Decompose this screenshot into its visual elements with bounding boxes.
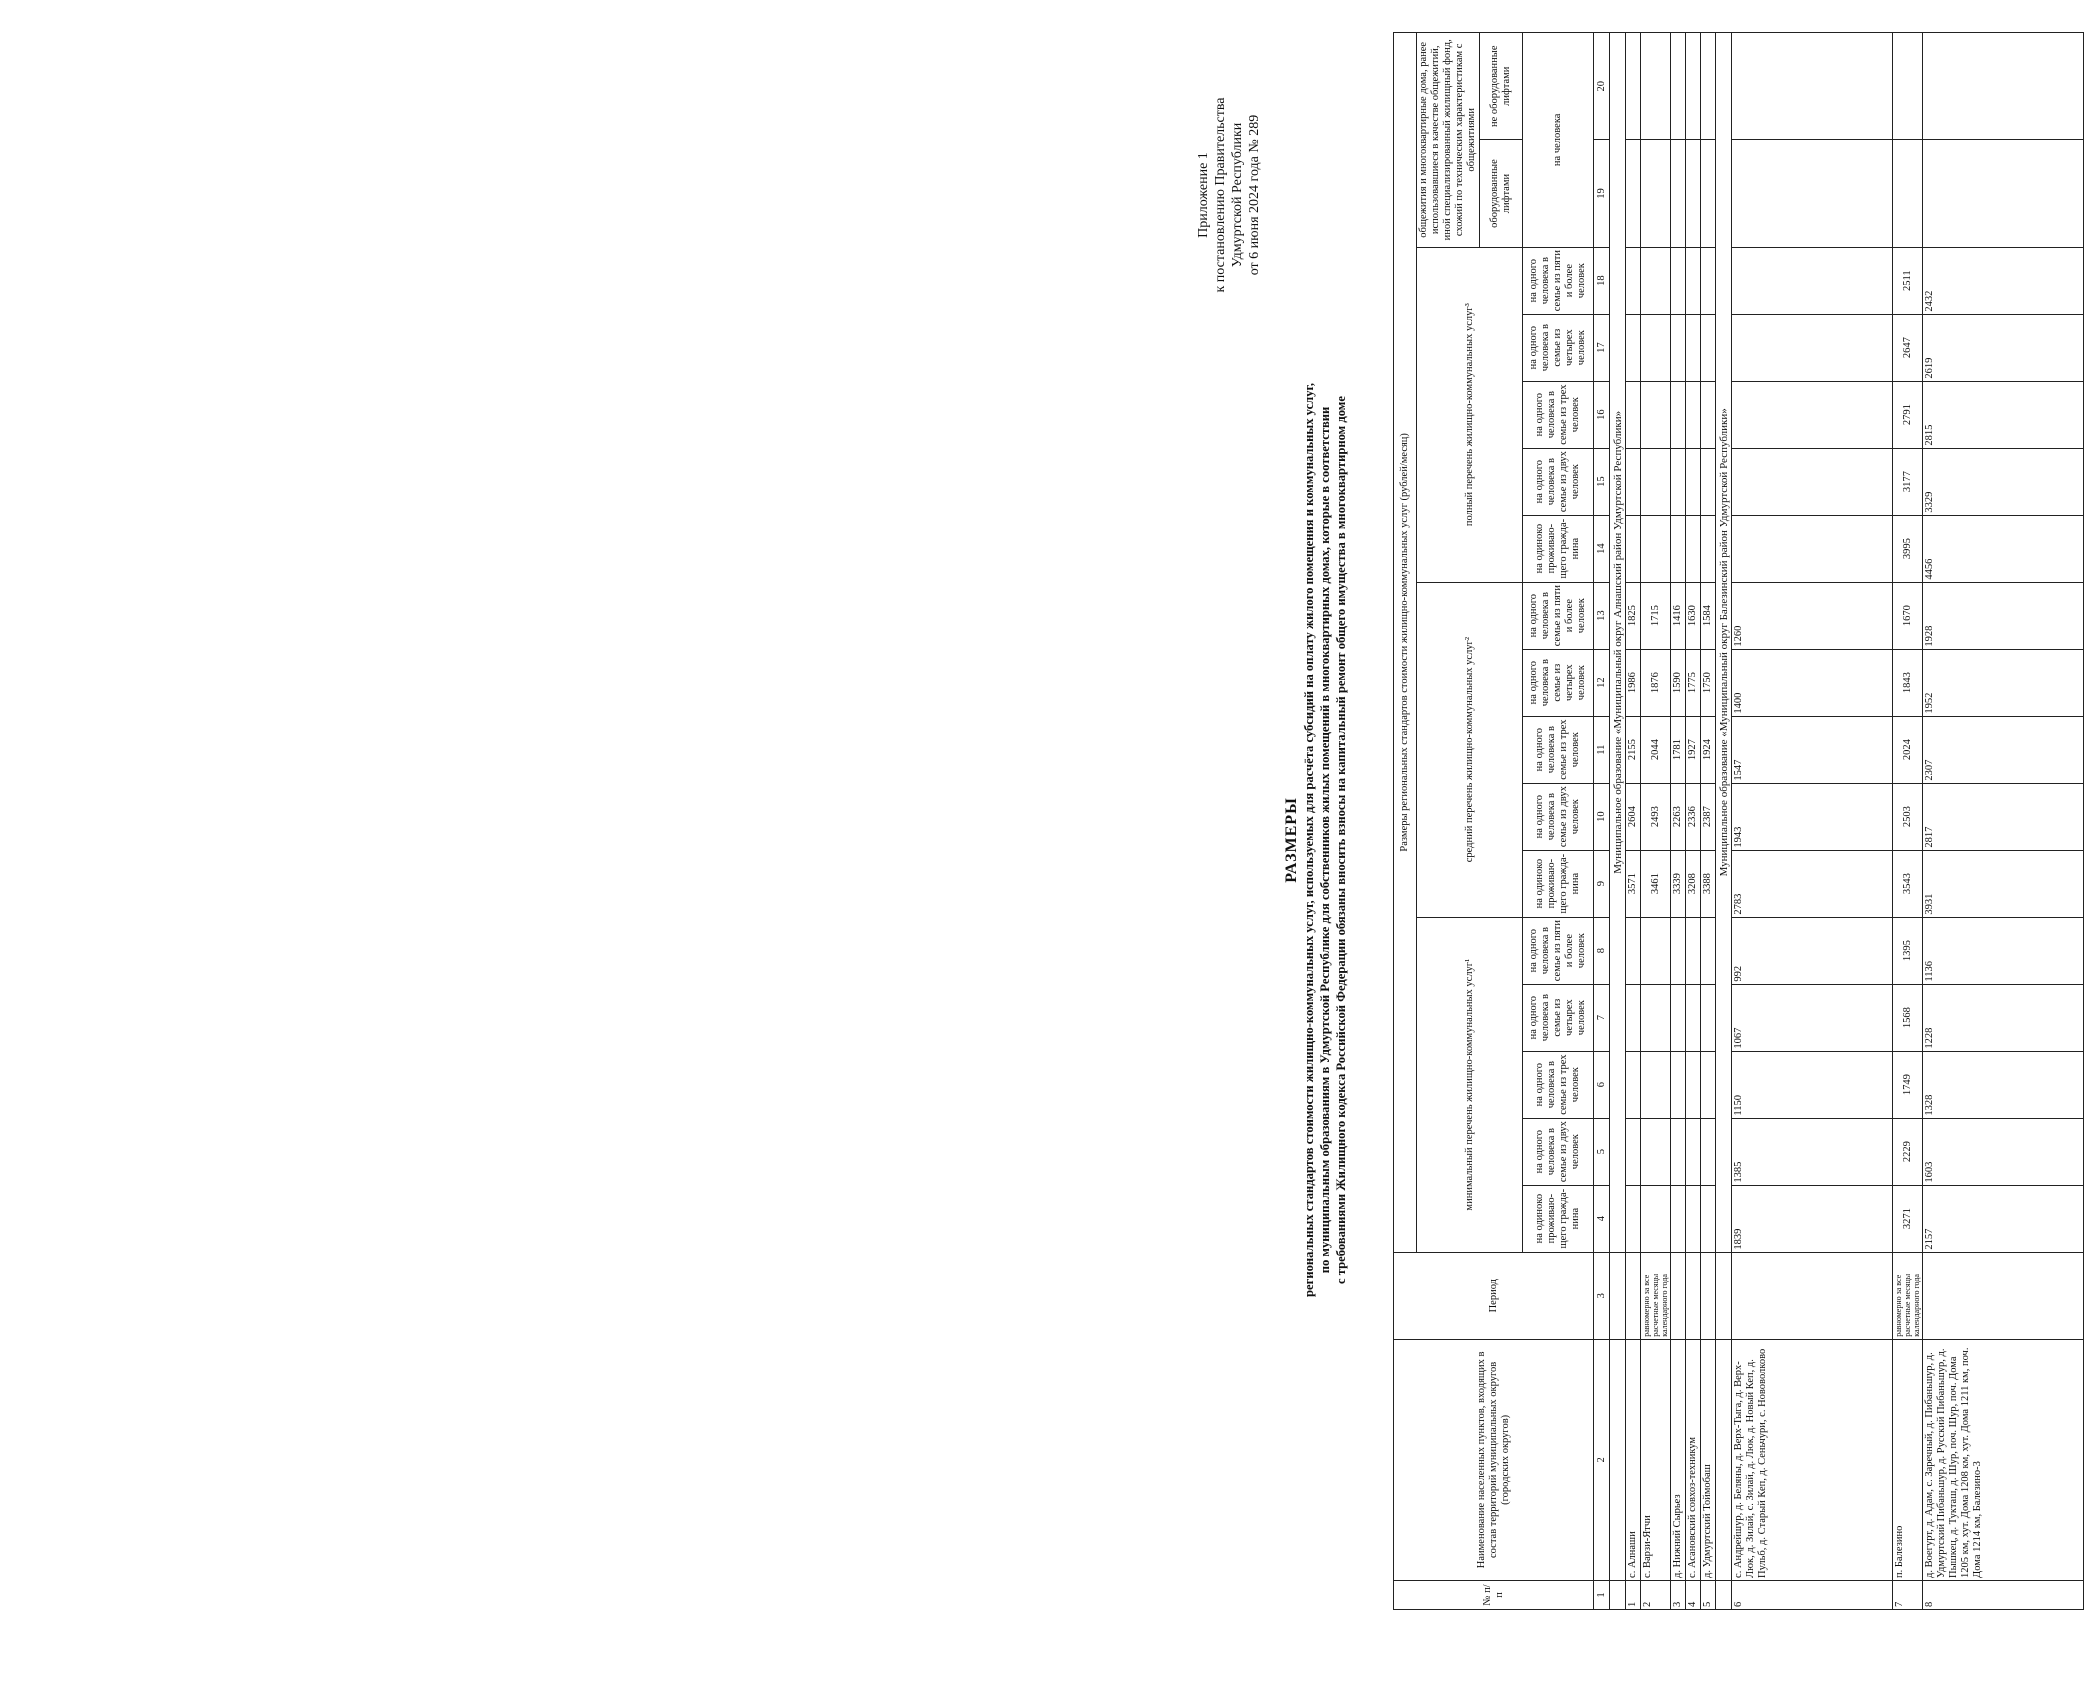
value-cell <box>1686 984 1701 1051</box>
value-cell <box>1671 1051 1686 1118</box>
value-cell: 1150 <box>1732 1051 1893 1118</box>
standards-table <box>1393 32 2084 1610</box>
value-cell: 1228 <box>1923 984 2084 1051</box>
value-cell: 3571 <box>1626 850 1641 917</box>
period-cell <box>1626 1252 1641 1339</box>
settlement-names: с. Асановский совхоз-техникум <box>1686 1339 1701 1580</box>
value-cell: 1547 <box>1732 716 1893 783</box>
value-cell: 2619 <box>1923 314 2084 381</box>
value-cell <box>1686 140 1701 247</box>
header-full-subcol-1: на одиноко проживаю-щего гражда-нина <box>1523 515 1594 582</box>
value-cell <box>1701 448 1716 515</box>
value-cell: 1385 <box>1732 1118 1893 1185</box>
value-cell <box>1626 917 1641 984</box>
header-mid-subcol-2: на одного человека в семье из двух человек <box>1523 783 1594 850</box>
value-cell: 1825 <box>1626 582 1641 649</box>
value-cell: 3995 <box>1893 515 1923 582</box>
value-cell <box>1641 33 1671 140</box>
table-row <box>1893 33 1923 1610</box>
value-cell <box>1641 1051 1671 1118</box>
value-cell <box>1626 984 1641 1051</box>
value-cell: 1067 <box>1732 984 1893 1051</box>
section-row <box>1716 33 1732 1610</box>
value-cell: 1260 <box>1732 582 1893 649</box>
value-cell <box>1671 381 1686 448</box>
value-cell <box>1701 314 1716 381</box>
period-cell <box>1701 1252 1716 1339</box>
value-cell <box>1626 381 1641 448</box>
value-cell <box>1701 1185 1716 1252</box>
value-cell: 3271 <box>1893 1185 1923 1252</box>
value-cell <box>1626 515 1641 582</box>
value-cell <box>1626 140 1641 247</box>
value-cell <box>1701 33 1716 140</box>
value-cell: 2783 <box>1732 850 1893 917</box>
value-cell <box>1626 247 1641 314</box>
column-number-4: 4 <box>1594 1185 1610 1252</box>
value-cell: 1781 <box>1671 716 1686 783</box>
value-cell: 2336 <box>1686 783 1701 850</box>
value-cell <box>1701 140 1716 247</box>
column-number-5: 5 <box>1594 1118 1610 1185</box>
title-block <box>1283 20 1349 1660</box>
value-cell: 4456 <box>1923 515 2084 582</box>
value-cell: 1584 <box>1701 582 1716 649</box>
value-cell: 1395 <box>1893 917 1923 984</box>
value-cell <box>1671 247 1686 314</box>
value-cell: 1839 <box>1732 1185 1893 1252</box>
value-cell: 2432 <box>1923 247 2084 314</box>
header-dorm: общежития и многоквартирные дома, ранее использовавшиеся в качестве общежитий, иной специализированный жилищный фонд, схожий по техническим характеристикам с общежитиями <box>1417 33 1480 248</box>
header-lift-yes: оборудованные лифтами <box>1480 140 1523 247</box>
document-title: РАЗМЕРЫ <box>1283 797 1300 883</box>
column-number-16: 16 <box>1594 381 1610 448</box>
column-number-14: 14 <box>1594 515 1610 582</box>
value-cell: 1416 <box>1671 582 1686 649</box>
row-number: 7 <box>1893 1580 1923 1609</box>
value-cell: 1843 <box>1893 649 1923 716</box>
value-cell <box>1686 381 1701 448</box>
value-cell: 1750 <box>1701 649 1716 716</box>
table-row <box>1701 33 1716 1610</box>
section-empty-cell <box>1716 1580 1732 1609</box>
value-cell: 2024 <box>1893 716 1923 783</box>
header-full-subcol-4: на одного человека в семье из четырех человек <box>1523 314 1594 381</box>
column-number-12: 12 <box>1594 649 1610 716</box>
period-cell <box>1686 1252 1701 1339</box>
period-cell: равномерно за все расчетные месяцы календарного года <box>1893 1252 1923 1339</box>
value-cell <box>1641 381 1671 448</box>
column-number-11: 11 <box>1594 716 1610 783</box>
value-cell <box>1671 984 1686 1051</box>
appendix-block <box>1195 20 1263 370</box>
header-min-subcol-4: на одного человека в семье из четырех человек <box>1523 984 1594 1051</box>
value-cell <box>1686 515 1701 582</box>
table-row <box>1732 33 1893 1610</box>
column-number-6: 6 <box>1594 1051 1610 1118</box>
value-cell: 3208 <box>1686 850 1701 917</box>
value-cell: 1749 <box>1893 1051 1923 1118</box>
section-title: Муниципальное образование «Муниципальный округ Балезинский район Удмуртской Республики» <box>1716 33 1732 1253</box>
value-cell <box>1641 984 1671 1051</box>
value-cell: 1943 <box>1732 783 1893 850</box>
section-empty-cell <box>1610 1580 1626 1609</box>
header-full-subcol-3: на одного человека в семье из трех человек <box>1523 381 1594 448</box>
value-cell <box>1732 515 1893 582</box>
period-cell: равномерно за все расчетные месяцы календарного года <box>1641 1252 1671 1339</box>
row-number: 5 <box>1701 1580 1716 1609</box>
value-cell: 1630 <box>1686 582 1701 649</box>
value-cell: 2157 <box>1923 1185 2084 1252</box>
table-row <box>1923 33 2084 1610</box>
appendix-line-1: Приложение 1 <box>1196 152 1211 238</box>
value-cell: 3388 <box>1701 850 1716 917</box>
column-number-2: 2 <box>1594 1339 1610 1580</box>
value-cell: 1328 <box>1923 1051 2084 1118</box>
section-empty-cell <box>1610 1252 1626 1339</box>
value-cell: 3461 <box>1641 850 1671 917</box>
header-min-subcol-5: на одного человека в семье из пяти и более человек <box>1523 917 1594 984</box>
row-number: 6 <box>1732 1580 1893 1609</box>
row-number: 8 <box>1923 1580 2084 1609</box>
subtitle-line-3: с требованиями Жилищного кодекса Российской Федерации обязаны вносить взносы на капитальный ремонт общего имущества в многоквартирном доме <box>1334 396 1348 1284</box>
value-cell: 1590 <box>1671 649 1686 716</box>
value-cell <box>1641 140 1671 247</box>
value-cell <box>1701 1118 1716 1185</box>
value-cell <box>1732 247 1893 314</box>
section-empty-cell <box>1610 1339 1626 1580</box>
column-number-19: 19 <box>1594 140 1610 247</box>
value-cell <box>1626 448 1641 515</box>
subtitle-line-2: по муниципальным образованиям в Удмуртской Республике для собственников жилых помещений в многоквартирных домах, которые в соответствии <box>1318 406 1332 1274</box>
value-cell: 2817 <box>1923 783 2084 850</box>
value-cell: 1136 <box>1923 917 2084 984</box>
value-cell: 3931 <box>1923 850 2084 917</box>
column-number-8: 8 <box>1594 917 1610 984</box>
header-mid-subcol-4: на одного человека в семье из четырех человек <box>1523 649 1594 716</box>
settlement-names: с. Андрейшур, д. Беляны, д. Верх-Тыга, д. Верх-Люк, д. Зилай, с. Зилай, д. Люк, д. Новый Кеп, д. Пульб, д. Старый Кеп, д. Сеньчури, с. Нововолково <box>1732 1339 1893 1580</box>
section-title: Муниципальное образование «Муниципальный округ Алнашский район Удмуртской Республики» <box>1610 33 1626 1253</box>
appendix-line-2: к постановлению Правительства <box>1213 97 1228 293</box>
value-cell: 2044 <box>1641 716 1671 783</box>
value-cell <box>1701 1051 1716 1118</box>
header-min-list: минимальный перечень жилищно-коммунальных услуг¹ <box>1417 917 1523 1252</box>
value-cell: 3339 <box>1671 850 1686 917</box>
value-cell: 1927 <box>1686 716 1701 783</box>
value-cell <box>1671 1118 1686 1185</box>
settlement-names: п. Балезино <box>1893 1339 1923 1580</box>
subtitle-line-1: региональных стандартов стоимости жилищно-коммунальных услуг, используемых для расчёта субсидий на оплату жилого помещения и коммунальных услуг, <box>1302 383 1316 1297</box>
value-cell: 1568 <box>1893 984 1923 1051</box>
header-per-person: на человека <box>1523 33 1594 248</box>
value-cell: 2503 <box>1893 783 1923 850</box>
settlement-names: с. Варзи-Ятчи <box>1641 1339 1671 1580</box>
value-cell <box>1641 515 1671 582</box>
header-mid-subcol-1: на одиноко проживаю-щего гражда-нина <box>1523 850 1594 917</box>
settlement-names: д. Воегурт, д. Адам, с. Заречный, д. Пибаньшур, д. Удмуртский Пибаньшур, д. Русский Пибаньшур, д. Пышкец, д. Тукташ, д. Шур, поч. Шур, поч. Дома 1205 км, хут. Дома 1208 км, хут. Дома 1211 км, поч. Дома 1214 км, Балезино-3 <box>1923 1339 2084 1580</box>
column-number-9: 9 <box>1594 850 1610 917</box>
value-cell <box>1686 1118 1701 1185</box>
value-cell: 1952 <box>1923 649 2084 716</box>
value-cell <box>1641 314 1671 381</box>
value-cell <box>1732 448 1893 515</box>
column-number-15: 15 <box>1594 448 1610 515</box>
table-row <box>1626 33 1641 1610</box>
value-cell: 3329 <box>1923 448 2084 515</box>
table-row <box>1641 33 1671 1610</box>
value-cell <box>1641 1185 1671 1252</box>
section-row <box>1610 33 1626 1610</box>
value-cell <box>1923 33 2084 140</box>
value-cell <box>1686 1185 1701 1252</box>
table-row <box>1671 33 1686 1610</box>
value-cell: 2791 <box>1893 381 1923 448</box>
period-cell <box>1671 1252 1686 1339</box>
header-lift-no: не оборудованные лифтами <box>1480 33 1523 140</box>
value-cell: 1924 <box>1701 716 1716 783</box>
value-cell <box>1671 515 1686 582</box>
period-cell <box>1732 1252 1893 1339</box>
value-cell <box>1923 140 2084 247</box>
column-number-20: 20 <box>1594 33 1610 140</box>
row-number: 2 <box>1641 1580 1671 1609</box>
value-cell <box>1732 33 1893 140</box>
value-cell <box>1686 917 1701 984</box>
value-cell <box>1626 1185 1641 1252</box>
value-cell <box>1626 1051 1641 1118</box>
value-cell: 992 <box>1732 917 1893 984</box>
value-cell: 2387 <box>1701 783 1716 850</box>
header-name: Наименование населенных пунктов, входящих в состав территорий муниципальных округов (городских округов) <box>1394 1339 1594 1580</box>
value-cell <box>1641 1118 1671 1185</box>
column-number-13: 13 <box>1594 582 1610 649</box>
value-cell: 1775 <box>1686 649 1701 716</box>
column-number-7: 7 <box>1594 984 1610 1051</box>
appendix-line-4: от 6 июня 2024 года № 289 <box>1247 114 1262 276</box>
value-cell <box>1626 33 1641 140</box>
value-cell: 3177 <box>1893 448 1923 515</box>
value-cell <box>1701 381 1716 448</box>
header-sizes: Размеры региональных стандартов стоимости жилищно-коммунальных услуг (рублей/месяц) <box>1394 33 1417 1253</box>
header-mid-subcol-5: на одного человека в семье из пяти и более человек <box>1523 582 1594 649</box>
value-cell: 1876 <box>1641 649 1671 716</box>
table-row <box>1686 33 1701 1610</box>
header-period: Период <box>1394 1252 1594 1339</box>
value-cell <box>1893 33 1923 140</box>
value-cell <box>1671 917 1686 984</box>
value-cell <box>1701 515 1716 582</box>
value-cell <box>1732 314 1893 381</box>
value-cell: 1986 <box>1626 649 1641 716</box>
header-min-subcol-3: на одного человека в семье из трех человек <box>1523 1051 1594 1118</box>
row-number: 1 <box>1626 1580 1641 1609</box>
value-cell: 1670 <box>1893 582 1923 649</box>
value-cell <box>1732 381 1893 448</box>
settlement-names: д. Удмуртский Тоймобаш <box>1701 1339 1716 1580</box>
value-cell: 2604 <box>1626 783 1641 850</box>
header-min-subcol-2: на одного человека в семье из двух человек <box>1523 1118 1594 1185</box>
value-cell <box>1671 314 1686 381</box>
row-number: 4 <box>1686 1580 1701 1609</box>
appendix-line-3: Удмуртской Республики <box>1230 122 1245 268</box>
value-cell: 2307 <box>1923 716 2084 783</box>
value-cell <box>1701 247 1716 314</box>
settlement-names: д. Нижний Сырьез <box>1671 1339 1686 1580</box>
header-mid-list: средний перечень жилищно-коммунальных услуг² <box>1417 582 1523 917</box>
value-cell: 2647 <box>1893 314 1923 381</box>
value-cell: 1928 <box>1923 582 2084 649</box>
value-cell: 2493 <box>1641 783 1671 850</box>
header-no: № п/п <box>1394 1580 1594 1609</box>
value-cell <box>1671 1185 1686 1252</box>
value-cell <box>1686 314 1701 381</box>
value-cell <box>1686 448 1701 515</box>
value-cell <box>1671 140 1686 247</box>
value-cell <box>1893 140 1923 247</box>
value-cell <box>1671 448 1686 515</box>
value-cell <box>1626 1118 1641 1185</box>
value-cell: 2511 <box>1893 247 1923 314</box>
section-empty-cell <box>1716 1252 1732 1339</box>
column-number-3: 3 <box>1594 1252 1610 1339</box>
column-number-10: 10 <box>1594 783 1610 850</box>
value-cell: 2815 <box>1923 381 2084 448</box>
value-cell: 1715 <box>1641 582 1671 649</box>
header-full-list: полный перечень жилищно-коммунальных услуг³ <box>1417 247 1523 582</box>
header-full-subcol-5: на одного человека в семье из пяти и более человек <box>1523 247 1594 314</box>
value-cell: 3543 <box>1893 850 1923 917</box>
row-number: 3 <box>1671 1580 1686 1609</box>
value-cell <box>1641 917 1671 984</box>
settlement-names: с. Алнаши <box>1626 1339 1641 1580</box>
value-cell <box>1686 33 1701 140</box>
section-empty-cell <box>1716 1339 1732 1580</box>
column-number-18: 18 <box>1594 247 1610 314</box>
header-mid-subcol-3: на одного человека в семье из трех человек <box>1523 716 1594 783</box>
header-full-subcol-2: на одного человека в семье из двух человек <box>1523 448 1594 515</box>
value-cell <box>1701 984 1716 1051</box>
value-cell <box>1671 33 1686 140</box>
value-cell <box>1732 140 1893 247</box>
value-cell <box>1701 917 1716 984</box>
value-cell <box>1641 247 1671 314</box>
value-cell: 2263 <box>1671 783 1686 850</box>
header-min-subcol-1: на одиноко проживаю-щего гражда-нина <box>1523 1185 1594 1252</box>
value-cell: 2229 <box>1893 1118 1923 1185</box>
value-cell: 1603 <box>1923 1118 2084 1185</box>
value-cell: 1400 <box>1732 649 1893 716</box>
column-number-17: 17 <box>1594 314 1610 381</box>
period-cell <box>1923 1252 2084 1339</box>
column-number-1: 1 <box>1594 1580 1610 1609</box>
value-cell <box>1686 247 1701 314</box>
value-cell <box>1686 1051 1701 1118</box>
value-cell: 2155 <box>1626 716 1641 783</box>
value-cell <box>1641 448 1671 515</box>
value-cell <box>1626 314 1641 381</box>
